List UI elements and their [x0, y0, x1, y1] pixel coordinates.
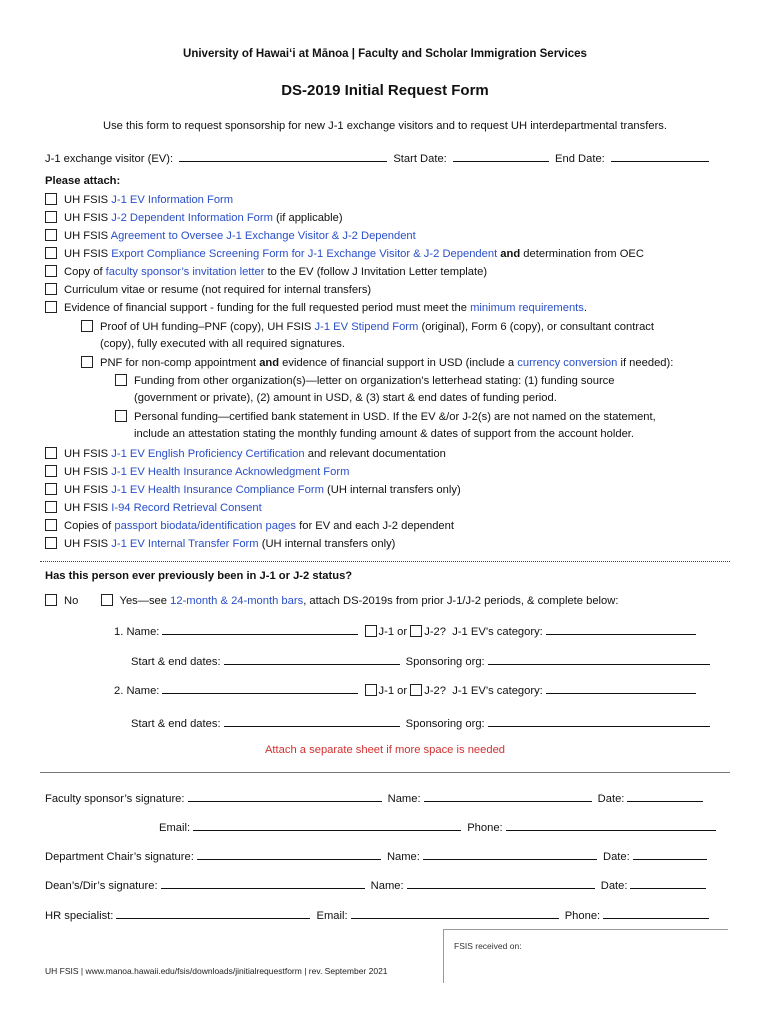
form-link[interactable]: J-1 EV Health Insurance Compliance Form — [111, 484, 324, 496]
funding-checkbox[interactable] — [115, 374, 127, 386]
attach-checkbox[interactable] — [45, 229, 57, 241]
form-link[interactable]: Export Compliance Screening Form for J-1 Exchange Visitor & J-2 Dependent — [111, 248, 498, 260]
funding-subitem: Proof of UH funding–PNF (copy), UH FSIS J-1 EV Stipend Form (original), Form 6 (copy), or consultant contract — [81, 320, 654, 333]
funding-subitem: PNF for non-comp appointment and evidence of financial support in USD (include a currency conversion if needed): — [81, 356, 673, 369]
attach-item: Copies of passport biodata/identification pages for EV and each J-2 dependent — [45, 519, 454, 532]
dean-signature-row: Dean’s/Dir’s signature: Name: Date: — [45, 877, 709, 892]
attach-checkbox[interactable] — [45, 501, 57, 513]
form-link[interactable]: J-1 EV Stipend Form — [314, 321, 419, 333]
attach-checkbox[interactable] — [45, 211, 57, 223]
start-date-field[interactable] — [453, 150, 549, 162]
separate-sheet-note: Attach a separate sheet if more space is needed — [264, 744, 506, 756]
attach-item: UH FSIS Agreement to Oversee J-1 Exchange Visitor & J-2 Dependent — [45, 229, 416, 242]
chair-signature-row: Department Chair’s signature: Name: Date: — [45, 848, 710, 863]
j2-checkbox[interactable] — [410, 625, 422, 637]
attach-item: UH FSIS J-1 EV Information Form — [45, 193, 233, 206]
signature-divider — [40, 772, 730, 773]
dean-date-field[interactable] — [630, 877, 706, 889]
chair-date-field[interactable] — [633, 848, 707, 860]
dates-field[interactable] — [224, 653, 400, 665]
form-link[interactable]: J-1 EV Health Insurance Acknowledgment Form — [111, 466, 350, 478]
attach-item: Curriculum vitae or resume (not required for internal transfers) — [45, 283, 371, 296]
faculty-signature-field[interactable] — [188, 790, 382, 802]
form-link[interactable]: J-1 EV Information Form — [111, 194, 234, 206]
prior-status-answers: No Yes—see 12-month & 24-month bars, attach DS-2019s from prior J-1/J-2 periods, & complete below: — [45, 594, 618, 607]
form-link[interactable]: J-2 Dependent Information Form — [111, 212, 273, 224]
no-checkbox[interactable] — [45, 594, 57, 606]
form-link[interactable]: passport biodata/identification pages — [114, 520, 296, 532]
j1-checkbox[interactable] — [365, 625, 377, 637]
sponsor-org-field[interactable] — [488, 715, 710, 727]
attach-checkbox[interactable] — [45, 265, 57, 277]
ev-label: J-1 exchange visitor (EV): — [45, 153, 174, 165]
faculty-email-field[interactable] — [193, 819, 461, 831]
form-link[interactable]: currency conversion — [517, 357, 618, 369]
attach-checkbox[interactable] — [45, 519, 57, 531]
attach-item: UH FSIS J-1 EV English Proficiency Certification and relevant documentation — [45, 447, 446, 460]
prior-name-field[interactable] — [162, 623, 358, 635]
attach-checkbox[interactable] — [45, 483, 57, 495]
form-link[interactable]: J-1 EV English Proficiency Certification — [111, 448, 305, 460]
attach-item: UH FSIS J-1 EV Health Insurance Compliance Form (UH internal transfers only) — [45, 483, 461, 496]
prior-status-question: Has this person ever previously been in J-1 or J-2 status? — [45, 570, 353, 582]
form-link[interactable]: J-1 EV Internal Transfer Form — [111, 538, 259, 550]
bars-link[interactable]: 12-month & 24-month bars — [170, 595, 304, 607]
attach-item: Copy of faculty sponsor’s invitation letter to the EV (follow J Invitation Letter template) — [45, 265, 487, 278]
end-date-label: End Date: — [555, 153, 605, 165]
form-link[interactable]: Agreement to Oversee J-1 Exchange Visitor & J-2 Dependent — [110, 230, 416, 242]
hr-row: HR specialist: Email: Phone: — [45, 907, 712, 922]
j1-checkbox[interactable] — [365, 684, 377, 696]
faculty-phone-field[interactable] — [506, 819, 716, 831]
attach-checkbox[interactable] — [45, 465, 57, 477]
chair-signature-field[interactable] — [197, 848, 381, 860]
attach-item: UH FSIS I-94 Record Retrieval Consent — [45, 501, 262, 514]
funding-subsubitem: Personal funding—certified bank statement in USD. If the EV &/or J-2(s) are not named on the statement, — [115, 410, 656, 423]
hr-email-field[interactable] — [351, 907, 559, 919]
category-field[interactable] — [546, 682, 696, 694]
attach-checkbox[interactable] — [45, 283, 57, 295]
dean-signature-field[interactable] — [161, 877, 365, 889]
attach-checkbox[interactable] — [45, 193, 57, 205]
prior-name-field[interactable] — [162, 682, 358, 694]
page-footer: UH FSIS | www.manoa.hawaii.edu/fsis/downloads/jinitialrequestform | rev. September 2021 — [45, 966, 388, 976]
attach-item: UH FSIS J-1 EV Internal Transfer Form (UH internal transfers only) — [45, 537, 395, 550]
form-link[interactable]: faculty sponsor’s invitation letter — [105, 266, 265, 278]
sponsor-org-field[interactable] — [488, 653, 710, 665]
faculty-signature-row: Faculty sponsor’s signature: Name: Date: — [45, 790, 706, 805]
faculty-contact-row: Email: Phone: — [159, 819, 719, 834]
form-link[interactable]: I-94 Record Retrieval Consent — [111, 502, 262, 514]
attach-heading: Please attach: — [45, 175, 121, 187]
attach-item: UH FSIS J-2 Dependent Information Form (if applicable) — [45, 211, 343, 224]
yes-checkbox[interactable] — [101, 594, 113, 606]
dean-name-field[interactable] — [407, 877, 595, 889]
attach-item: UH FSIS J-1 EV Health Insurance Acknowledgment Form — [45, 465, 349, 478]
chair-name-field[interactable] — [423, 848, 597, 860]
funding-checkbox[interactable] — [115, 410, 127, 422]
funding-checkbox[interactable] — [81, 320, 93, 332]
funding-subsubitem: Funding from other organization(s)—letter on organization’s letterhead stating: (1) funding source — [115, 374, 615, 387]
funding-subsubitem-cont: include an attestation stating the monthly funding amount & dates of support from the account holder. — [134, 428, 635, 440]
category-field[interactable] — [546, 623, 696, 635]
prior-entry-2-dates: Start & end dates: Sponsoring org: — [131, 715, 713, 730]
form-link[interactable]: minimum requirements — [470, 302, 584, 314]
faculty-date-field[interactable] — [627, 790, 703, 802]
fsis-received-label: FSIS received on: — [454, 941, 522, 951]
prior-entry-1-dates: Start & end dates: Sponsoring org: — [131, 653, 713, 668]
ev-line — [45, 150, 712, 165]
attach-checkbox[interactable] — [45, 537, 57, 549]
attach-item: UH FSIS Export Compliance Screening Form for J-1 Exchange Visitor & J-2 Dependent and determination from OEC — [45, 247, 644, 260]
ev-name-field[interactable] — [179, 150, 387, 162]
attach-checkbox[interactable] — [45, 301, 57, 313]
prior-entry-1: 1. Name: J-1 or J-2? J-1 EV’s category: — [114, 623, 699, 638]
dates-field[interactable] — [224, 715, 400, 727]
funding-subsubitem-cont: (government or private), (2) amount in USD, & (3) start & end dates of funding period. — [134, 392, 557, 404]
intro-text: Use this form to request sponsorship for new J-1 exchange visitors and to request UH interdepartmental transfers. — [103, 120, 667, 132]
start-date-label: Start Date: — [393, 153, 447, 165]
attach-checkbox[interactable] — [45, 447, 57, 459]
funding-checkbox[interactable] — [81, 356, 93, 368]
faculty-name-field[interactable] — [424, 790, 592, 802]
hr-phone-field[interactable] — [603, 907, 709, 919]
attach-item: Evidence of financial support - funding for the full requested period must meet the minimum requirements. — [45, 301, 587, 314]
end-date-field[interactable] — [611, 150, 709, 162]
prior-entry-2: 2. Name: J-1 or J-2? J-1 EV’s category: — [114, 682, 699, 697]
page-header: University of Hawaiʻi at Mānoa | Faculty and Scholar Immigration Services — [183, 48, 587, 60]
j2-checkbox[interactable] — [410, 684, 422, 696]
no-label: No — [64, 595, 79, 607]
funding-subitem-cont: (copy), fully executed with all required signatures. — [100, 338, 345, 350]
section-divider — [40, 561, 730, 562]
hr-specialist-field[interactable] — [116, 907, 310, 919]
fsis-received-box[interactable] — [443, 929, 728, 983]
page-title: DS-2019 Initial Request Form — [281, 82, 489, 99]
attach-checkbox[interactable] — [45, 247, 57, 259]
